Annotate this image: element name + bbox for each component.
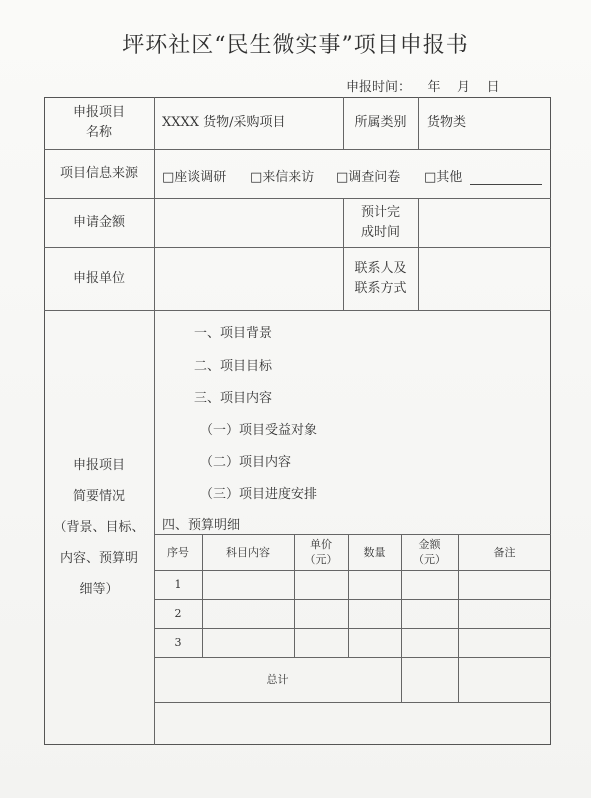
outline-item: 三、项目内容 bbox=[194, 391, 273, 406]
checkbox-other[interactable]: □其他 bbox=[424, 170, 463, 185]
amount-value-cell[interactable] bbox=[154, 198, 343, 247]
budget-header-seq: 序号 bbox=[167, 545, 189, 559]
complete-time-label-line1: 预计完 bbox=[360, 204, 400, 220]
budget-total-label: 总计 bbox=[266, 673, 289, 686]
complete-time-label bbox=[343, 198, 418, 247]
category-value[interactable]: 货物类 bbox=[427, 115, 467, 130]
budget-header-amount-line1: 金额 bbox=[418, 538, 441, 551]
budget-header-note: 备注 bbox=[493, 545, 516, 559]
application-date-line: 申报时间： 年 月 日 bbox=[346, 80, 500, 95]
budget-header-price bbox=[294, 534, 348, 570]
other-blank-line[interactable] bbox=[470, 184, 542, 185]
budget-header-price-line2: （元） bbox=[304, 553, 338, 566]
contact-value-cell[interactable] bbox=[418, 247, 551, 310]
outline-item: 一、项目背景 bbox=[194, 326, 273, 341]
outline-item: （三）项目进度安排 bbox=[200, 487, 318, 502]
summary-label-line1: 申报项目 bbox=[72, 458, 125, 473]
project-name-value[interactable]: XXXX 货物/采购项目 bbox=[162, 115, 286, 130]
budget-row-seq: 2 bbox=[174, 607, 182, 620]
budget-row-seq: 3 bbox=[174, 636, 182, 649]
outline-item: 四、预算明细 bbox=[162, 518, 241, 533]
unit-value-cell[interactable] bbox=[154, 247, 343, 310]
form-title: 坪环社区“民生微实事”项目申报书 bbox=[122, 33, 469, 58]
outline-item: （二）项目内容 bbox=[200, 455, 292, 470]
summary-label-line4: 内容、预算明 bbox=[59, 551, 138, 566]
budget-header-amount-line2: （元） bbox=[413, 553, 446, 566]
checkbox-letters[interactable]: □来信来访 bbox=[250, 170, 315, 185]
project-name-label bbox=[44, 97, 154, 149]
amount-label: 申请金额 bbox=[72, 214, 125, 230]
complete-time-value-cell[interactable] bbox=[418, 198, 551, 247]
checkbox-survey[interactable]: □调查问卷 bbox=[336, 170, 401, 185]
outline-item: 二、项目目标 bbox=[194, 359, 273, 374]
project-name-label-line2: 名称 bbox=[85, 125, 112, 140]
budget-header-item: 科目内容 bbox=[226, 545, 270, 559]
contact-label-line2: 联系方式 bbox=[354, 280, 407, 296]
summary-label bbox=[44, 310, 154, 745]
budget-total-note-cell[interactable] bbox=[458, 657, 551, 702]
budget-header-amount bbox=[401, 534, 458, 570]
budget-row-divider bbox=[154, 599, 551, 600]
budget-row-divider bbox=[154, 570, 551, 571]
source-label: 项目信息来源 bbox=[59, 165, 138, 181]
summary-label-line5: 细等） bbox=[79, 582, 119, 597]
contact-label bbox=[343, 247, 418, 310]
contact-label-line1: 联系人及 bbox=[354, 260, 407, 276]
complete-time-label-line2: 成时间 bbox=[360, 224, 400, 240]
outline-item: （一）项目受益对象 bbox=[200, 423, 318, 438]
budget-row-divider bbox=[154, 702, 551, 703]
project-name-label-line1: 申报项目 bbox=[72, 105, 125, 120]
budget-total-amount-cell[interactable] bbox=[401, 657, 458, 702]
category-label: 所属类别 bbox=[354, 115, 407, 130]
budget-row-seq: 1 bbox=[174, 578, 182, 591]
budget-header-qty: 数量 bbox=[363, 545, 386, 559]
column-divider bbox=[418, 97, 419, 149]
summary-label-line3: （背景、目标、 bbox=[53, 520, 145, 535]
unit-label: 申报单位 bbox=[72, 270, 125, 286]
summary-label-line2: 简要情况 bbox=[72, 489, 125, 504]
checkbox-forum[interactable]: □座谈调研 bbox=[162, 170, 227, 185]
budget-row-divider bbox=[154, 628, 551, 629]
budget-header-price-line1: 单价 bbox=[310, 538, 332, 551]
